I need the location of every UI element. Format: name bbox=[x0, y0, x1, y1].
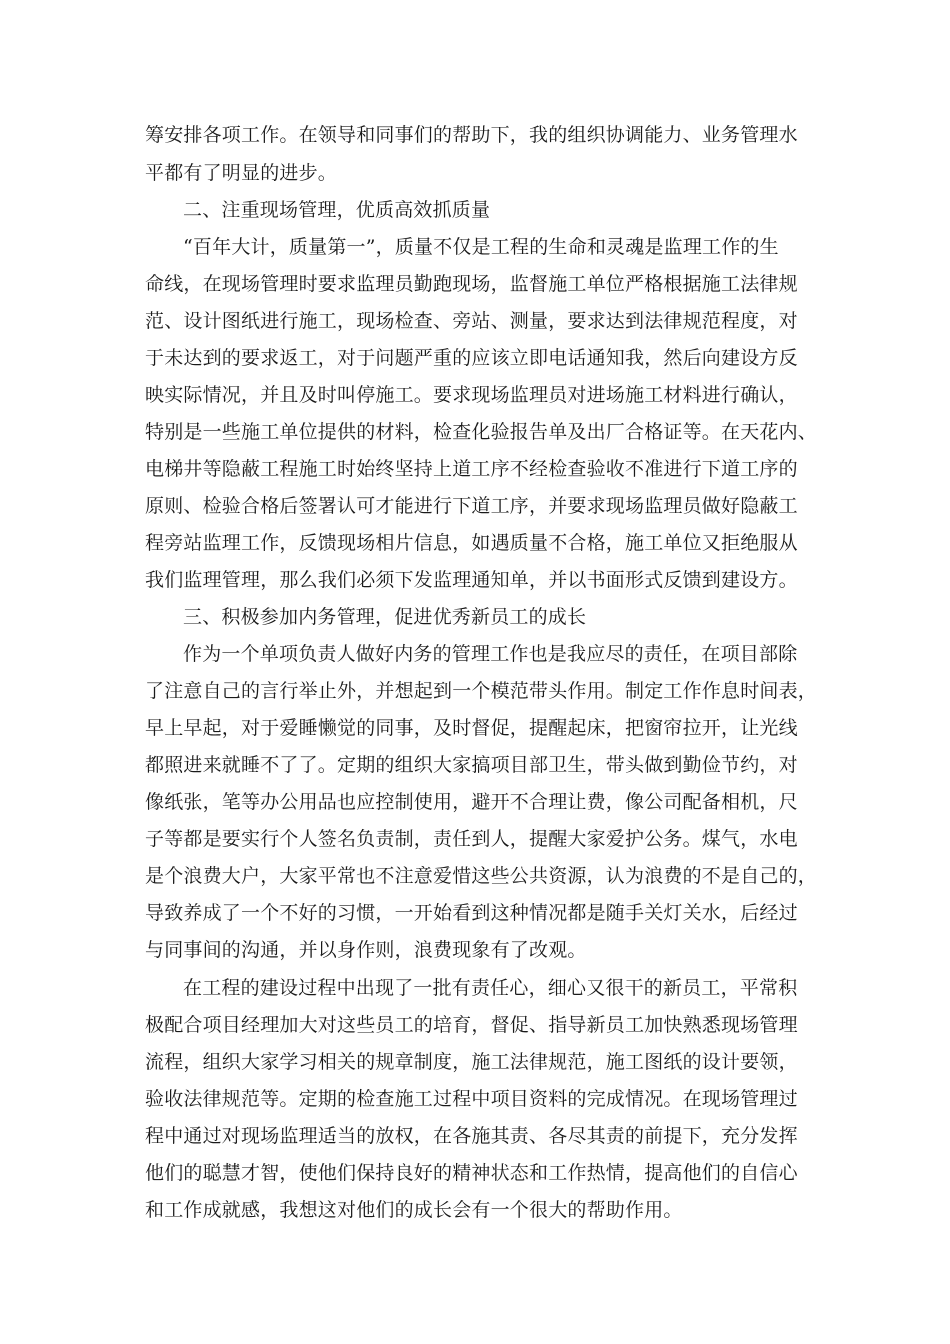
text-line: “百年大计，质量第一”，质量不仅是工程的生命和灵魂是监理工作的生 bbox=[183, 236, 779, 258]
text-line: 特别是一些施工单位提供的材料，检查化验报告单及出厂合格证等。在天花内、 bbox=[145, 421, 818, 443]
text-line: 平都有了明显的进步。 bbox=[145, 162, 338, 184]
text-line: 与同事间的沟通，并以身作则，浪费现象有了改观。 bbox=[145, 939, 587, 961]
text-line: 早上早起，对于爱睡懒觉的同事，及时督促，提醒起床，把窗帘拉开，让光线 bbox=[145, 717, 798, 739]
text-line: 映实际情况，并且及时叫停施工。要求现场监理员对进场施工材料进行确认， bbox=[145, 384, 798, 406]
text-line: 了注意自己的言行举止外，并想起到一个模范带头作用。制定工作作息时间表， bbox=[145, 680, 818, 702]
text-line: 他们的聪慧才智，使他们保持良好的精神状态和工作热情，提高他们的自信心 bbox=[145, 1162, 798, 1184]
text-line: 像纸张，笔等办公用品也应控制使用，避开不合理让费，像公司配备相机，尺 bbox=[145, 791, 798, 813]
text-line: 电梯井等隐蔽工程施工时始终坚持上道工序不经检查验收不准进行下道工序的 bbox=[145, 458, 798, 480]
section-heading: 三、积极参加内务管理，促进优秀新员工的成长 bbox=[183, 606, 587, 628]
text-line: 在工程的建设过程中出现了一批有责任心，细心又很干的新员工，平常积 bbox=[183, 977, 798, 999]
text-line: 范、设计图纸进行施工，现场检查、旁站、测量，要求达到法律规范程度，对 bbox=[145, 310, 798, 332]
text-line: 极配合项目经理加大对这些员工的培育，督促、指导新员工加快熟悉现场管理 bbox=[145, 1014, 798, 1036]
text-line: 导致养成了一个不好的习惯，一开始看到这种情况都是随手关灯关水，后经过 bbox=[145, 902, 798, 924]
text-line: 流程，组织大家学习相关的规章制度，施工法律规范，施工图纸的设计要领， bbox=[145, 1051, 798, 1073]
text-line: 我们监理管理，那么我们必须下发监理通知单，并以书面形式反馈到建设方。 bbox=[145, 569, 798, 591]
text-line: 作为一个单项负责人做好内务的管理工作也是我应尽的责任，在项目部除 bbox=[183, 643, 798, 665]
text-line: 都照进来就睡不了了。定期的组织大家搞项目部卫生，带头做到勤俭节约，对 bbox=[145, 754, 798, 776]
text-line: 子等都是要实行个人签名负责制，责任到人，提醒大家爱护公务。煤气，水电 bbox=[145, 828, 798, 850]
text-line: 程旁站监理工作，反馈现场相片信息，如遇质量不合格，施工单位又拒绝服从 bbox=[145, 532, 798, 554]
text-line: 筹安排各项工作。在领导和同事们的帮助下，我的组织协调能力、业务管理水 bbox=[145, 124, 798, 146]
text-line: 于未达到的要求返工，对于问题严重的应该立即电话通知我，然后向建设方反 bbox=[145, 347, 798, 369]
text-line: 是个浪费大户，大家平常也不注意爱惜这些公共资源，认为浪费的不是自己的， bbox=[145, 865, 818, 887]
text-line: 和工作成就感，我想这对他们的成长会有一个很大的帮助作用。 bbox=[145, 1199, 683, 1221]
section-heading: 二、注重现场管理，优质高效抓质量 bbox=[183, 199, 491, 221]
text-line: 命线，在现场管理时要求监理员勤跑现场，监督施工单位严格根据施工法律规 bbox=[145, 273, 798, 295]
text-line: 原则、检验合格后签署认可才能进行下道工序，并要求现场监理员做好隐蔽工 bbox=[145, 495, 798, 517]
text-line: 程中通过对现场监理适当的放权，在各施其责、各尽其责的前提下，充分发挥 bbox=[145, 1125, 798, 1147]
text-line: 验收法律规范等。定期的检查施工过程中项目资料的完成情况。在现场管理过 bbox=[145, 1088, 798, 1110]
